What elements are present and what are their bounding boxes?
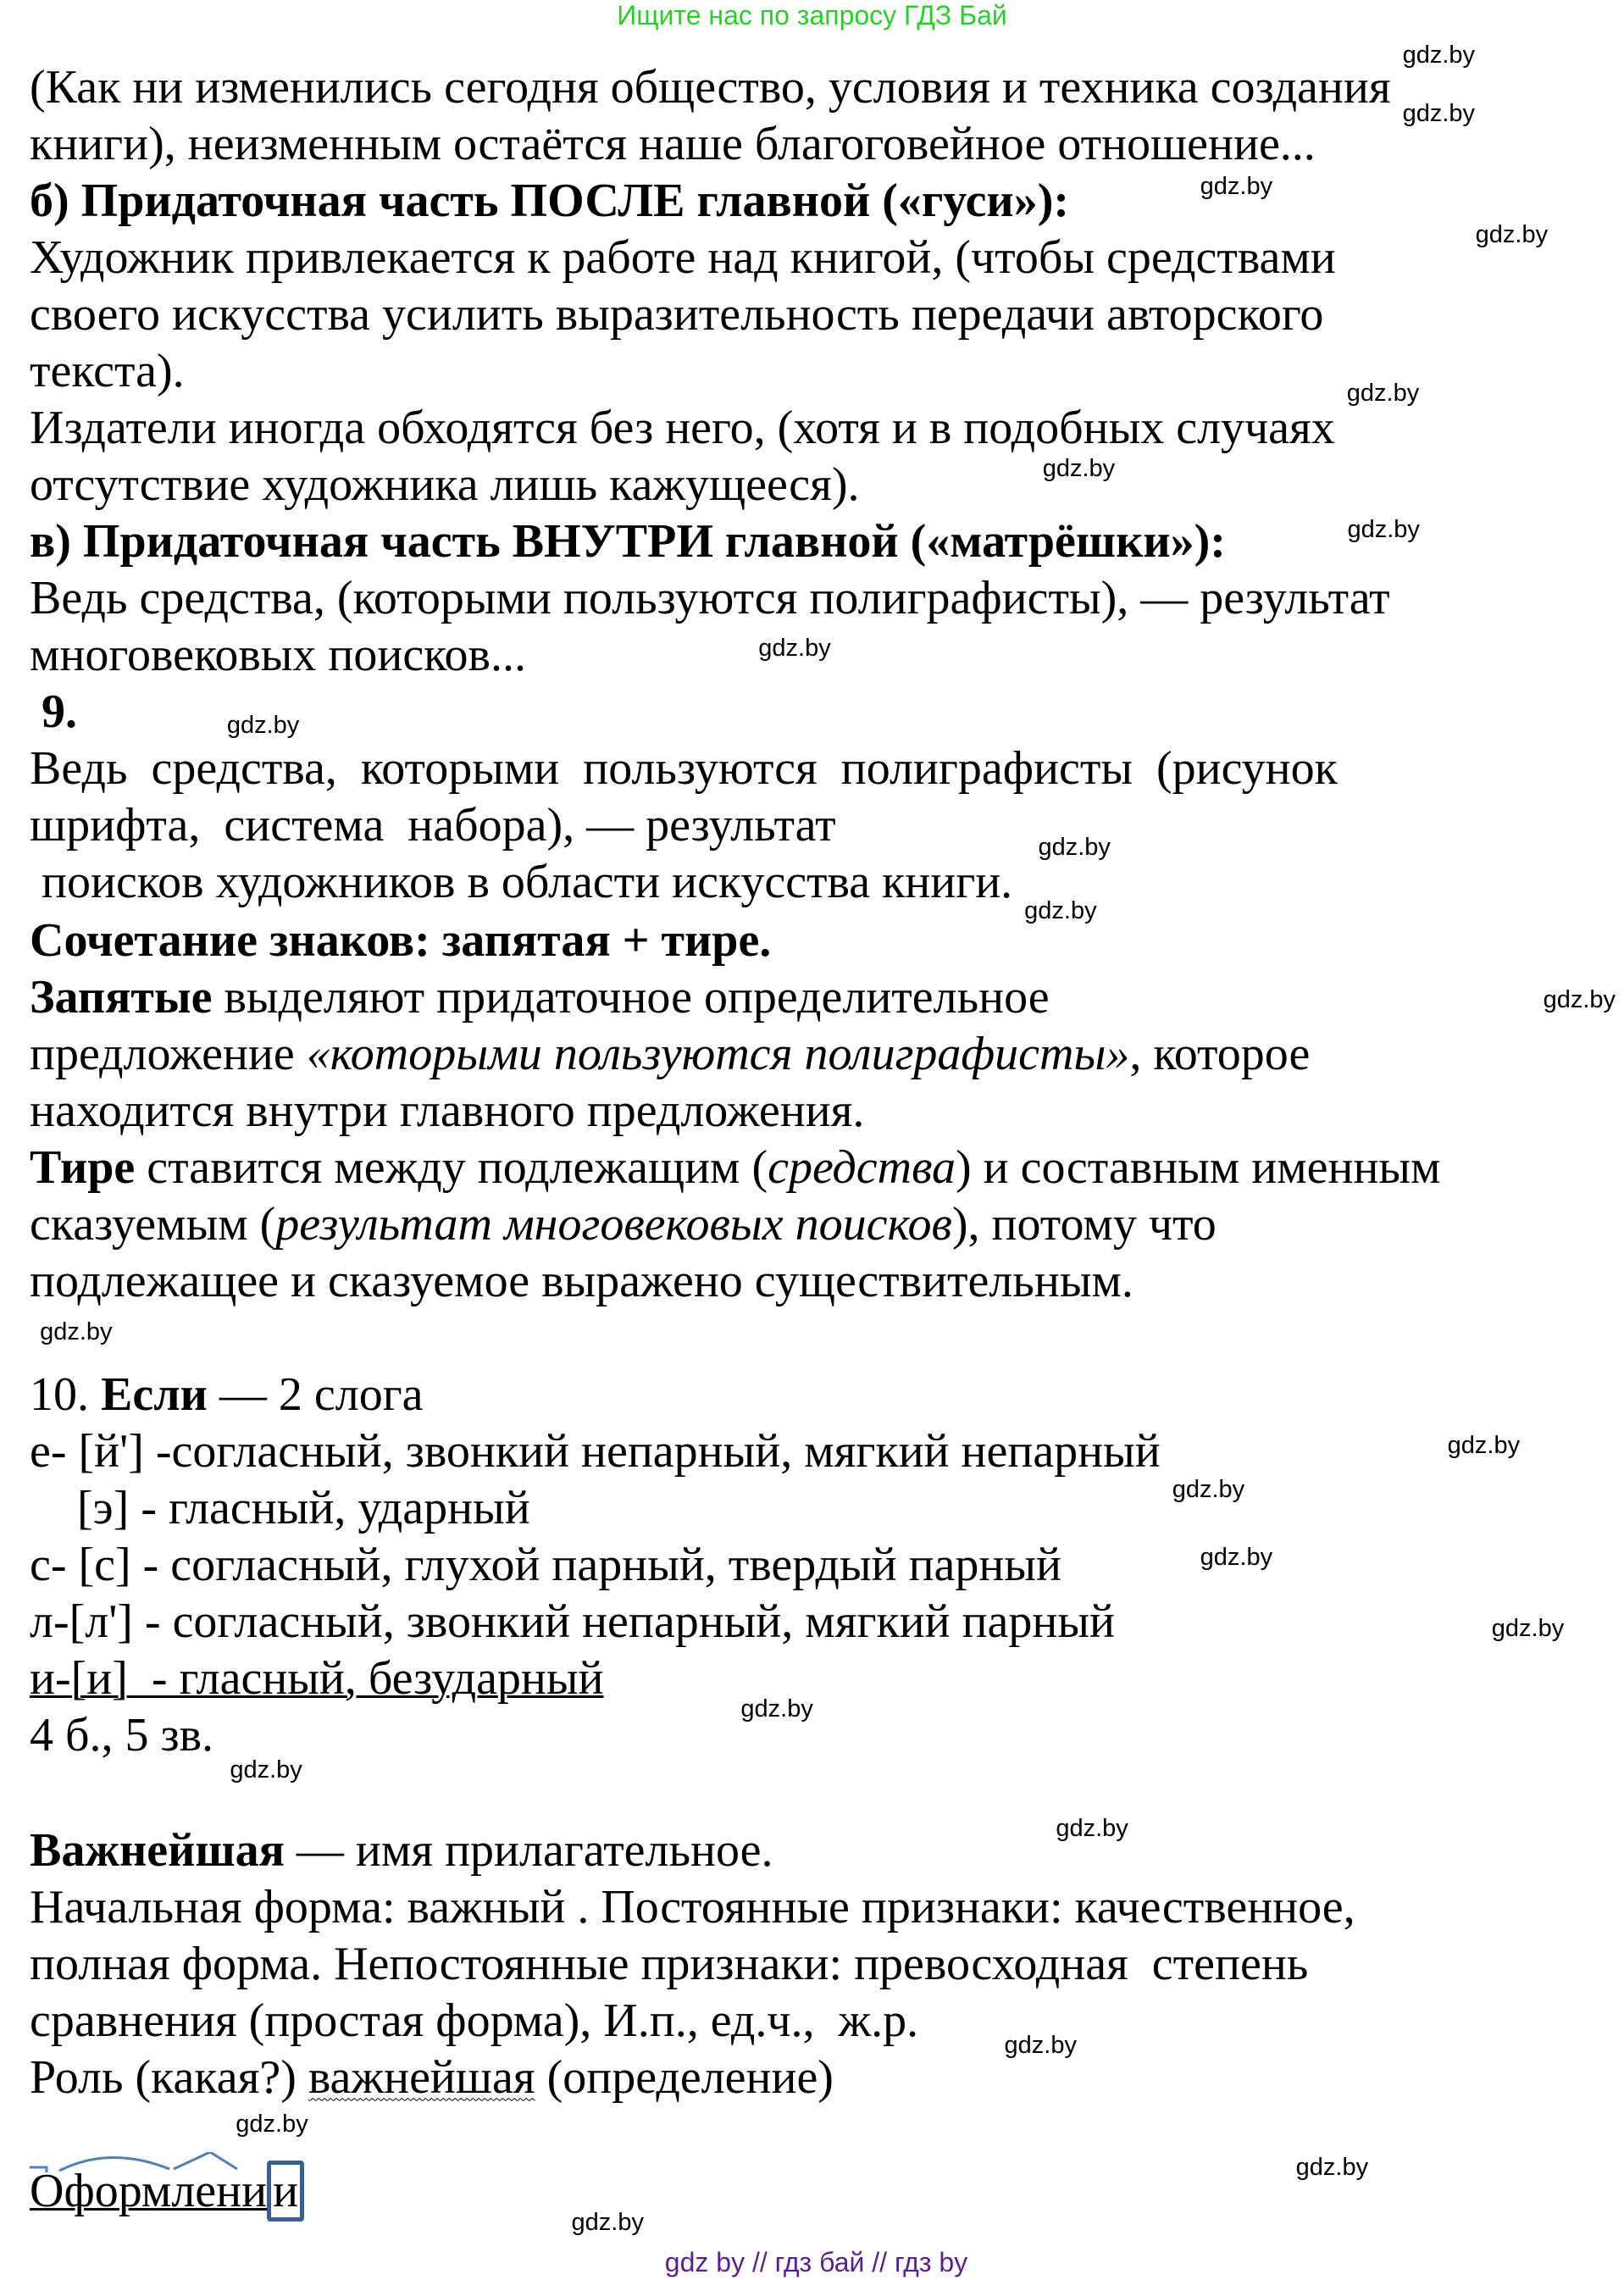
text-line — [30, 970, 1050, 1024]
watermark: gdz.by — [40, 1318, 113, 1345]
text-line — [30, 1254, 1133, 1308]
text-line — [30, 1140, 1440, 1195]
text-segment: Сочетание знаков: запятая + тире. — [30, 913, 772, 967]
watermark: gdz.by — [1042, 455, 1116, 483]
text-segment: — 2 слога — [207, 1367, 424, 1421]
text-line — [30, 798, 836, 852]
text-segment: поисков художников в области искусства книги. — [30, 856, 1013, 909]
footer-links: gdz by // гдз бай // гдз by — [664, 2247, 968, 2277]
text-segment: е- [й'] -согласный, звонкий непарный, мягкий непарный — [30, 1424, 1161, 1478]
watermark: gdz.by — [1543, 986, 1616, 1014]
watermark: gdz.by — [1402, 100, 1476, 127]
text-line — [30, 60, 1391, 114]
watermark: gdz.by — [1447, 1431, 1521, 1459]
text-segment: важнейшая — [308, 2050, 535, 2104]
text-line — [30, 1708, 213, 1762]
watermark: gdz.by — [1402, 42, 1476, 69]
text-segment: 10. — [30, 1367, 101, 1421]
text-line — [30, 1424, 1161, 1478]
text-segment: своего искусства усилить выразительность передачи авторского — [30, 288, 1324, 341]
watermark: gdz.by — [226, 711, 300, 739]
text-line — [30, 174, 1069, 228]
text-line — [30, 1823, 773, 1878]
watermark: gdz.by — [1024, 897, 1097, 925]
text-line — [30, 401, 1335, 455]
text-segment: сравнения (простая форма), И.п., ед.ч., ж.р. — [30, 1994, 919, 2047]
text-segment: «которыми пользуются полиграфисты» — [306, 1027, 1130, 1080]
text-segment: подлежащее и сказуемое выражено существительным. — [30, 1254, 1133, 1307]
text-segment: [э] - гласный, ударный — [30, 1481, 530, 1534]
text-line — [30, 458, 860, 512]
text-segment: Начальная форма: важный . Постоянные признаки: качественное, — [30, 1880, 1355, 1933]
watermark: gdz.by — [1491, 1615, 1565, 1643]
search-hint-banner: Ищите нас по запросу ГДЗ Бай — [617, 0, 1007, 31]
text-line — [30, 1481, 530, 1535]
text-segment: л-[л'] - согласный, звонкий непарный, мягкий парный — [30, 1595, 1115, 1648]
text-line — [30, 344, 185, 398]
watermark: gdz.by — [1200, 1544, 1273, 1572]
watermark: gdz.by — [1038, 833, 1111, 861]
text-line — [30, 117, 1316, 171]
watermark: gdz.by — [1475, 220, 1549, 248]
text-segment: Оформлени — [30, 2164, 268, 2217]
text-segment: Запятые — [30, 970, 213, 1024]
text-segment: ), потому что — [951, 1197, 1217, 1251]
text-segment: в) Придаточная часть ВНУТРИ главной («матрёшки»): — [30, 515, 1226, 569]
watermark: gdz.by — [1056, 1814, 1128, 1842]
text-segment: результат многовековых поисков — [275, 1197, 952, 1251]
text-line — [30, 1538, 1061, 1592]
text-line — [30, 1937, 1308, 1991]
text-segment: ставится между подлежащим ( — [135, 1140, 768, 1194]
text-line — [30, 1197, 1217, 1251]
text-segment: Важнейшая — [30, 1823, 285, 1877]
text-segment: ) и составным именным — [956, 1140, 1441, 1194]
watermark: gdz.by — [1172, 1475, 1245, 1503]
text-segment: — имя прилагательное. — [284, 1823, 773, 1877]
text-segment: и — [267, 2161, 304, 2222]
text-line — [30, 913, 771, 968]
text-segment: средства — [768, 1140, 956, 1194]
text-segment: 4 б., 5 зв. — [30, 1708, 214, 1761]
text-line — [30, 1994, 918, 2048]
text-segment: , которое — [1129, 1027, 1311, 1080]
watermark: gdz.by — [230, 1756, 302, 1784]
word-morpheme-marks — [25, 2152, 313, 2194]
watermark: gdz.by — [1347, 516, 1420, 544]
text-line — [30, 1367, 424, 1422]
text-segment: выделяют придаточное определительное — [212, 970, 1050, 1024]
text-line — [30, 1084, 864, 1138]
text-line — [30, 287, 1323, 341]
text-segment: полная форма. Непостоянные признаки: превосходная степень — [30, 1937, 1309, 1990]
text-segment: Роль (какая?) — [30, 2050, 308, 2104]
text-segment: предложение — [30, 1027, 307, 1080]
text-line — [30, 1595, 1115, 1649]
text-line — [30, 2050, 834, 2105]
text-line — [30, 741, 1338, 796]
text-segment: Издатели иногда обходятся без него, (хотя и в подобных случаях — [30, 402, 1335, 455]
watermark: gdz.by — [740, 1695, 813, 1722]
text-segment: и-[и] - гласный, безударный — [30, 1651, 604, 1705]
watermark: gdz.by — [1004, 2031, 1077, 2059]
watermark: gdz.by — [571, 2209, 644, 2237]
text-segment: с- [с] - согласный, глухой парный, твердый парный — [30, 1538, 1061, 1591]
text-line — [30, 628, 526, 682]
text-line — [30, 514, 1226, 569]
watermark: gdz.by — [1200, 172, 1273, 200]
text-segment: шрифта, система набора), — результат — [30, 799, 836, 852]
text-segment: Тире — [30, 1140, 136, 1194]
text-line — [30, 855, 1012, 909]
text-segment: (Как ни изменились сегодня общество, условия и техника создания — [30, 61, 1391, 114]
text-segment: сказуемым ( — [30, 1197, 276, 1251]
text-line — [30, 230, 1336, 285]
text-segment: отсутствие художника лишь кажущееся). — [30, 458, 860, 512]
text-segment: Художник привлекается к работе над книгой, (чтобы средствами — [30, 231, 1336, 285]
text-segment: Ведь средства, которыми пользуются полиграфисты (рисунок — [30, 742, 1338, 796]
text-line — [30, 685, 77, 739]
watermark: gdz.by — [1295, 2154, 1369, 2182]
text-segment: б) Придаточная часть ПОСЛЕ главной («гуси»): — [30, 175, 1069, 228]
text-line — [30, 1027, 1310, 1081]
text-segment: многовековых поисков... — [30, 629, 526, 682]
text-line — [30, 1880, 1355, 1934]
text-segment: текста). — [30, 345, 185, 398]
text-line — [30, 1651, 604, 1706]
text-segment: книги), неизменным остаётся наше благоговейное отношение... — [30, 118, 1316, 171]
text-segment: Если — [101, 1367, 208, 1421]
watermark: gdz.by — [236, 2110, 308, 2138]
text-segment: 9. — [30, 685, 77, 739]
text-segment: Ведь средства, (которыми пользуются полиграфисты), — результат — [30, 572, 1390, 625]
watermark: gdz.by — [758, 634, 831, 662]
text-segment: находится внутри главного предложения. — [30, 1084, 865, 1137]
watermark: gdz.by — [1346, 379, 1420, 407]
text-segment: (определение) — [535, 2050, 834, 2104]
text-line — [30, 571, 1390, 625]
